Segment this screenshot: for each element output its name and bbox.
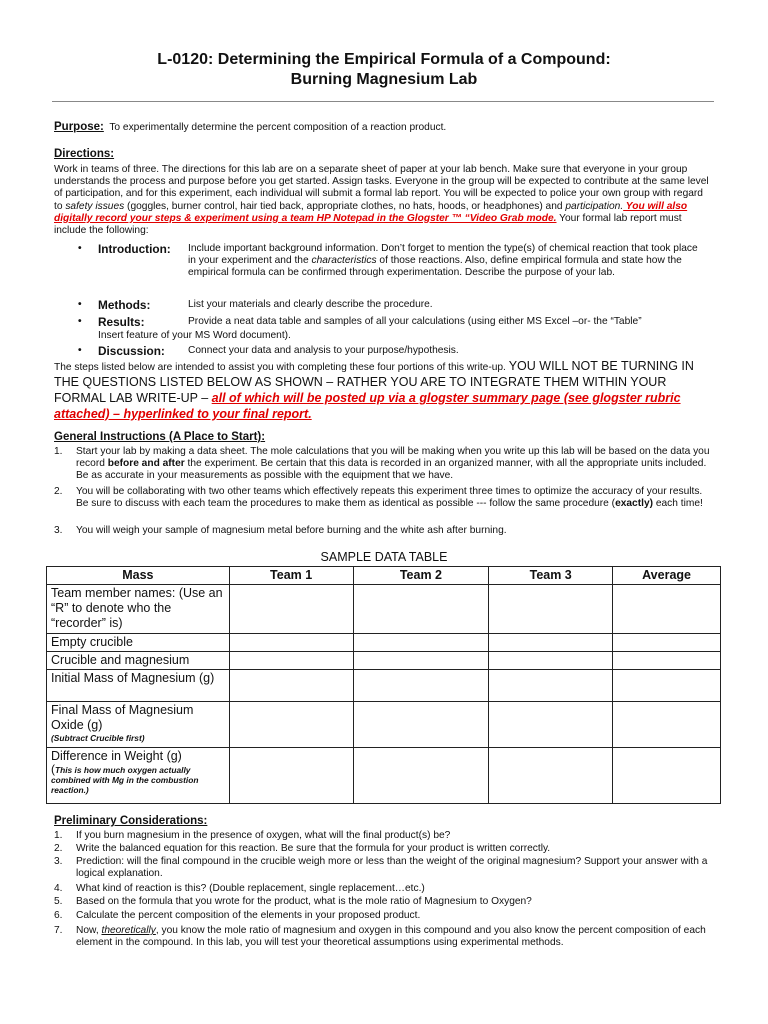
row-label: Initial Mass of Magnesium (g)	[47, 670, 230, 702]
team3-cell[interactable]	[489, 634, 613, 652]
sample-data-table	[46, 566, 721, 804]
prelim-item-2: 2. Write the balanced equation for this reaction. Be sure that the formula for your product is written correctly.	[54, 843, 551, 854]
table-row	[47, 585, 721, 634]
results-text: Provide a neat data table and samples of all your calculations (using either MS Excel –or- the “Table”	[188, 316, 642, 327]
team2-cell[interactable]	[353, 634, 489, 652]
sample-table-caption: SAMPLE DATA TABLE	[320, 550, 448, 564]
average-cell[interactable]	[613, 634, 721, 652]
average-cell[interactable]	[613, 585, 721, 634]
header-team-1: Team 1	[229, 567, 353, 585]
results-text-continued: Insert feature of your MS Word document).	[98, 330, 291, 341]
team1-cell[interactable]	[229, 748, 353, 804]
team1-cell[interactable]	[229, 585, 353, 634]
table-header-row	[47, 567, 721, 585]
glogster-summary-note: all of which will be posted up via a glogster summary page (see glogster rubric attached) – hyperlinked to your final report.	[54, 391, 681, 421]
team1-cell[interactable]	[229, 702, 353, 748]
row-label: Empty crucible	[47, 634, 230, 652]
row-note: (This is how much oxygen actually combined with Mg in the combustion reaction.)	[51, 762, 199, 795]
participation-text: participation.	[565, 200, 624, 212]
table-row	[47, 670, 721, 702]
purpose-text: To experimentally determine the percent composition of a reaction product.	[109, 122, 447, 133]
row-label: Team member names: (Use an “R” to denote who the “recorder” is)	[47, 585, 230, 634]
bullet-introduction: • Introduction: Include important background information. Don’t forget to mention the type(s) of chemical reaction that took place in your experiment and the characteristics of those reactions. Also, define empirical formula and state how the empirical formula can be confirmed through experimentation. Describe the purpose of your lab.	[78, 242, 698, 279]
average-cell[interactable]	[613, 748, 721, 804]
average-cell[interactable]	[613, 702, 721, 748]
title-line-2: Burning Magnesium Lab	[290, 71, 478, 88]
table-row	[47, 634, 721, 652]
table-row	[47, 702, 721, 748]
table-row	[47, 652, 721, 670]
glogster-record-note: You will also digitally record your steps & experiment using a team HP Notepad in the Glogster ™ “Video Grab mode.	[54, 200, 688, 224]
bullet-methods: • Methods: List your materials and clearly describe the procedure.	[78, 299, 718, 313]
directions-text-b: (goggles, burner control, hair tied back, appropriate clothes, no hats, hoods, or headphones) and	[124, 200, 566, 212]
prelim-item-3: 3. Prediction: will the final compound in the crucible weigh more or less than the weight of the original magnesium? Support your answer with a logical explanation.	[54, 856, 708, 880]
prelim-item-5: 5. Based on the formula that you wrote for the product, what is the mole ratio of Magnesium to Oxygen?	[54, 896, 532, 907]
prelim-item-6: 6. Calculate the percent composition of the elements in your proposed product.	[54, 910, 421, 921]
average-cell[interactable]	[613, 670, 721, 702]
purpose-label: Purpose:	[54, 121, 104, 133]
discussion-label: Discussion:	[98, 344, 165, 358]
team1-cell[interactable]	[229, 670, 353, 702]
header-mass: Mass	[47, 567, 230, 585]
table-row	[47, 748, 721, 804]
average-cell[interactable]	[613, 652, 721, 670]
steps-paragraph	[54, 359, 714, 423]
methods-text: List your materials and clearly describe the procedure.	[188, 299, 433, 310]
bullet-discussion: • Discussion: Connect your data and analysis to your purpose/hypothesis.	[78, 345, 718, 359]
results-label: Results:	[98, 315, 145, 329]
row-label-cell	[47, 748, 230, 804]
prelim-item-4: 4. What kind of reaction is this? (Double replacement, single replacement…etc.)	[54, 883, 425, 894]
team3-cell[interactable]	[489, 748, 613, 804]
team1-cell[interactable]	[229, 634, 353, 652]
directions-heading: Directions:	[54, 148, 115, 160]
header-team-2: Team 2	[353, 567, 489, 585]
header-team-3: Team 3	[489, 567, 613, 585]
introduction-text: Include important background information. Don’t forget to mention the type(s) of chemical reaction that took place in your experiment and the characteristics of those reactions. Also, define empirical formula and state how the empirical formula can be confirmed through experimentation. Describe the purpose of your lab.	[188, 243, 698, 279]
team2-cell[interactable]	[353, 652, 489, 670]
prelim-item-7: 7. Now, theoretically, you know the mole ratio of magnesium and oxygen in this compound and you also know the percent composition of each element in the compound. In this lab, you will test your theoretical assumptions using experimental methods.	[54, 925, 706, 949]
team2-cell[interactable]	[353, 670, 489, 702]
title-divider	[52, 101, 714, 102]
directions-text-a: Work in teams of three. The directions for this lab are on a separate sheet of paper at your lab bench. Make sure that everyone in your group understands the process and purpose before you get started. Assign tasks. Everyone in the group will be expected to contribute at the same level of participation, and for this experiment, each individual will submit a formal lab report. You will be expected to police your own group with regard to	[54, 164, 709, 212]
general-item-2: 2. You will be collaborating with two other teams which effectively repeats this experiment three times to optimize the accuracy of your results. Be sure to discuss with each team the procedures to make them as identical as possible --- follow the same procedure (exactly) each time!	[54, 486, 703, 510]
preliminary-heading: Preliminary Considerations:	[54, 815, 208, 827]
bullet-results: • Results: Provide a neat data table and samples of all your calculations (using either MS Excel –or- the “Table”	[78, 316, 718, 330]
team2-cell[interactable]	[353, 748, 489, 804]
team3-cell[interactable]	[489, 702, 613, 748]
directions-paragraph	[54, 164, 714, 237]
steps-text: The steps listed below are intended to assist you with completing these four portions of this write-up.	[54, 362, 509, 373]
prelim-item-1: 1. If you burn magnesium in the presence of oxygen, what will the final product(s) be?	[54, 830, 451, 841]
row-label: Difference in Weight (g)	[51, 749, 182, 763]
row-label: Final Mass of Magnesium Oxide (g)	[51, 703, 194, 732]
team3-cell[interactable]	[489, 670, 613, 702]
header-average: Average	[613, 567, 721, 585]
general-instructions-heading: General Instructions (A Place to Start):	[54, 431, 266, 443]
row-label-cell	[47, 702, 230, 748]
introduction-label: Introduction:	[98, 242, 171, 256]
integrate-notice: YOU WILL NOT BE TURNING IN THE QUESTIONS LISTED BELOW AS SHOWN – RATHER YOU ARE TO INTEGRATE THEM WITHIN YOUR FORMAL LAB WRITE-UP –	[54, 359, 694, 405]
methods-label: Methods:	[98, 298, 151, 312]
team3-cell[interactable]	[489, 585, 613, 634]
directions-text-c: Your formal lab report must include the following:	[54, 212, 682, 237]
general-item-1: 1. Start your lab by making a data sheet. The mole calculations that you will be making when you write up this lab will be based on the data you record before and after the experiment. Be certain that this data is recorded in an organized manner, with all the appropriate units included. Be as accurate in your measurements as possible with the equipment that we have.	[54, 446, 710, 482]
safety-issues-text: safety issues	[65, 200, 125, 212]
row-note: (Subtract Crucible first)	[51, 733, 145, 743]
team2-cell[interactable]	[353, 585, 489, 634]
team2-cell[interactable]	[353, 702, 489, 748]
team3-cell[interactable]	[489, 652, 613, 670]
row-label: Crucible and magnesium	[47, 652, 230, 670]
discussion-text: Connect your data and analysis to your purpose/hypothesis.	[188, 345, 459, 356]
purpose-paragraph	[54, 121, 714, 134]
team1-cell[interactable]	[229, 652, 353, 670]
title-line-1: L-0120: Determining the Empirical Formula of a Compound:	[157, 51, 611, 68]
general-item-3: 3. You will weigh your sample of magnesium metal before burning and the white ash after burning.	[54, 525, 507, 536]
